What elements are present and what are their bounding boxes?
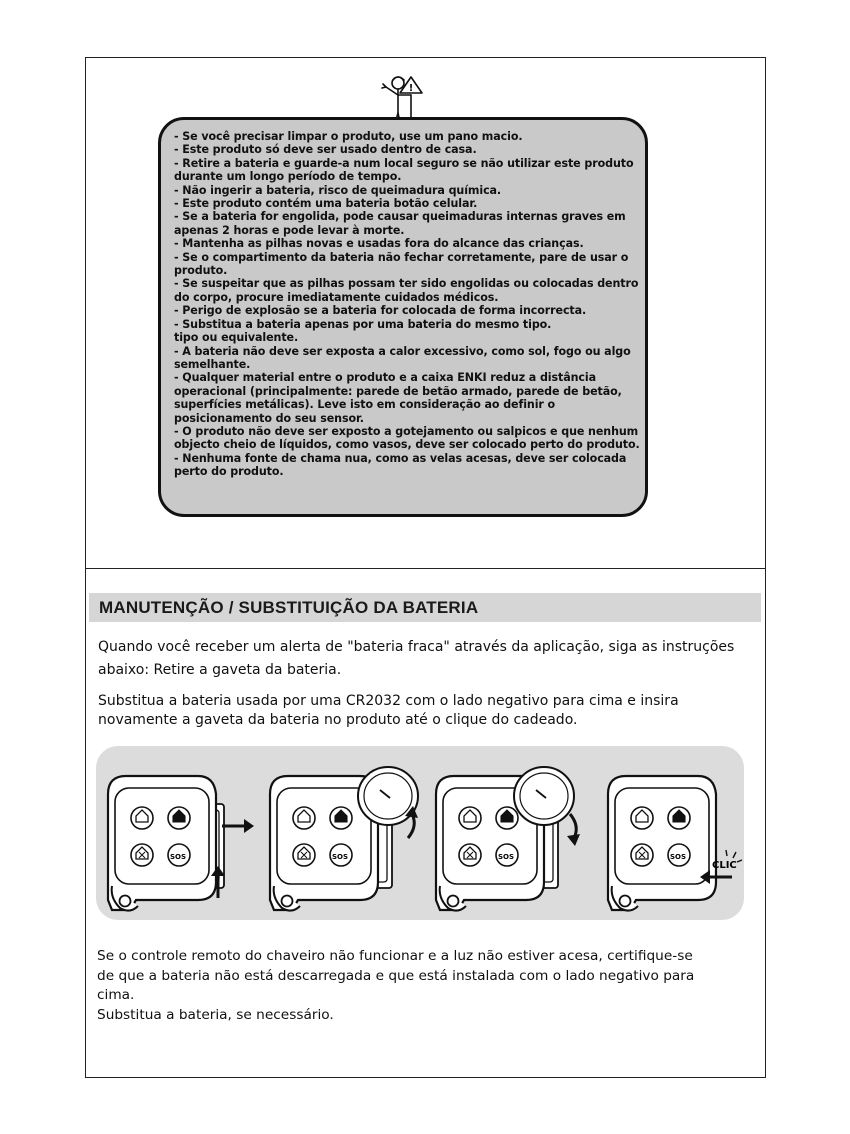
svg-text:!: ! [408,83,414,94]
troubleshooting-paragraph: Se o controle remoto do chaveiro não funcionar e a luz não estiver acesa, certifique-se de que a bateria não está descarregada e que está instalada com o lado negativo para cima. Substitua a bateria, se necessário. [97,948,695,1023]
warning-item: - Este produto contém uma bateria botão celular. [174,197,478,211]
warning-item: - Se você precisar limpar o produto, use um pano macio. [174,130,523,143]
step-4-drawer-closed [608,776,742,911]
warning-item: tipo ou equivalente. [174,331,299,345]
step-3-battery-placed [436,767,580,911]
warning-item: - Nenhuma fonte de chama nua, como as velas acesas, deve ser colocada perto do produto. [174,451,627,479]
clic-label: CLIC [712,860,737,871]
warning-item: - Qualquer material entre o produto e a caixa ENKI reduz a distância operacional (principalmente: parede de betão armado, parede de betão, superfícies metálicas). Leve isto em consideração ao definir o posicionamento do seu sensor. [174,371,622,425]
section-header [89,593,761,622]
battery-replacement-illustration [96,746,744,920]
warning-list [174,130,644,479]
sos-label: SOS [169,853,187,861]
warning-item: - Não ingerir a bateria, risco de queimadura química. [174,183,502,197]
warning-item: - Retire a bateria e guarde-a num local seguro se não utilizar este produto durante um longo período de tempo. [174,156,634,184]
warning-item: - Se a bateria for engolida, pode causar queimaduras internas graves em apenas 2 horas e pode levar à morte. [174,210,626,237]
warning-item: - Se suspeitar que as pilhas possam ter sido engolidas ou colocadas dentro do corpo, procure imediatamente cuidados médicos. [174,277,639,304]
step-1-drawer-out [108,776,254,911]
warning-item: - Substitua a bateria apenas por uma bateria do mesmo tipo. [174,317,552,331]
sos-label: SOS [497,853,515,861]
sos-label: SOS [669,853,687,861]
warning-item: - Mantenha as pilhas novas e usadas fora do alcance das crianças. [174,237,584,251]
instructions-paragraph-1: Quando você receber um alerta de "bateria fraca" através da aplicação, siga as instruções abaixo: Retire a gaveta da bateria. [98,639,735,678]
warning-item: - O produto não deve ser exposto a gotejamento ou salpicos e que nenhum objecto cheio de líquidos, como vasos, deve ser colocado perto do produto. [174,424,640,452]
warning-item: - A bateria não deve ser exposta a calor excessivo, como sol, fogo ou algo semelhante. [174,344,631,371]
warning-item: - Este produto só deve ser usado dentro de casa. [174,143,477,157]
step-2-insert-battery [270,767,418,911]
battery-steps-svg [96,746,744,920]
sos-label: SOS [331,853,349,861]
section-title: MANUTENÇÃO / SUBSTITUIÇÃO DA BATERIA [99,598,479,617]
warning-item: - Se o compartimento da bateria não fechar corretamente, pare de usar o produto. [174,250,629,278]
instructions-paragraph-2: Substitua a bateria usada por uma CR2032 com o lado negativo para cima e insira novamente a gaveta da bateria no produto até o clique do cadeado. [98,693,679,728]
section-divider [85,568,766,569]
warning-item: - Perigo de explosão se a bateria for colocada de forma incorrecta. [174,304,587,318]
